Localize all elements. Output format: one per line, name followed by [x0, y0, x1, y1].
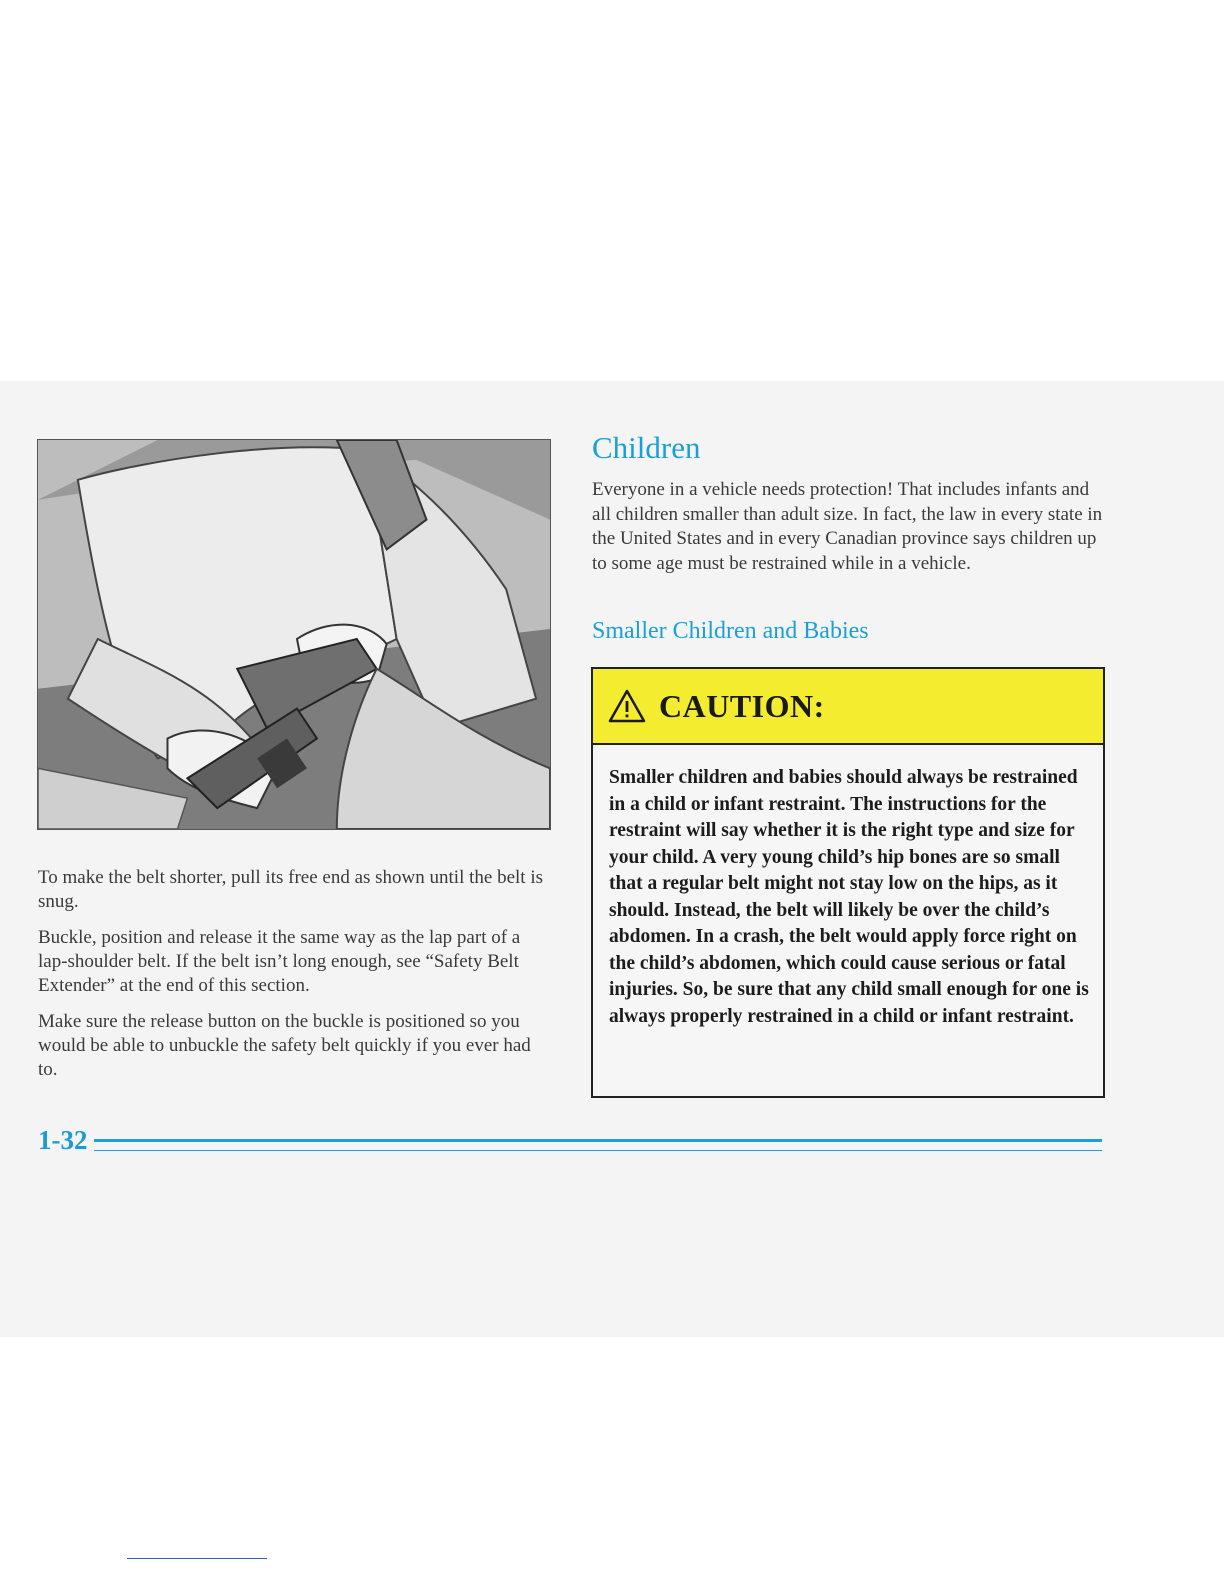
left-column-text: [38, 866, 553, 1094]
caution-box: [591, 667, 1105, 1098]
footer-rule-thin: [94, 1150, 1102, 1151]
bottom-edge-line: [127, 1558, 267, 1559]
children-intro-paragraph: Everyone in a vehicle needs protection! That includes infants and all children smaller than adult size. In fact, the law in every state in the United States and in every Canadian province says children up to some age must be restrained while in a vehicle.: [592, 479, 1103, 574]
buckle-position-paragraph: Buckle, position and release it the same way as the lap part of a lap-shoulder belt. If the belt isn’t long enough, see “Safety Belt Extender” at the end of this section.: [38, 927, 521, 996]
children-heading: Children: [592, 430, 701, 465]
caution-header: [593, 669, 1103, 745]
seatbelt-drawing: [38, 440, 550, 829]
release-button-paragraph: Make sure the release button on the buckle is positioned so you would be able to unbuckle the safety belt quickly if you ever had to.: [38, 1011, 531, 1080]
caution-body: Smaller children and babies should always be restrained in a child or infant restraint. The instructions for the restraint will say whether it is the right type and size for your child. A very young child’s hip bones are so small that a regular belt might not stay low on the hips, as it should. Instead, the belt will likely be over the child’s abdomen. In a crash, the belt would apply force right on the child’s abdomen, which could cause serious or fatal injuries. So, be sure that any child small enough for one is always properly restrained in a child or infant restraint.: [609, 767, 1089, 1027]
smaller-children-subheading: Smaller Children and Babies: [592, 618, 869, 644]
page-number: 1-32: [38, 1125, 88, 1155]
seatbelt-illustration: [37, 439, 551, 830]
caution-title: CAUTION:: [659, 687, 825, 724]
footer-rule-thick: [94, 1139, 1102, 1142]
warning-triangle-icon: [607, 688, 647, 724]
belt-shorten-paragraph: To make the belt shorter, pull its free end as shown until the belt is snug.: [38, 867, 543, 912]
